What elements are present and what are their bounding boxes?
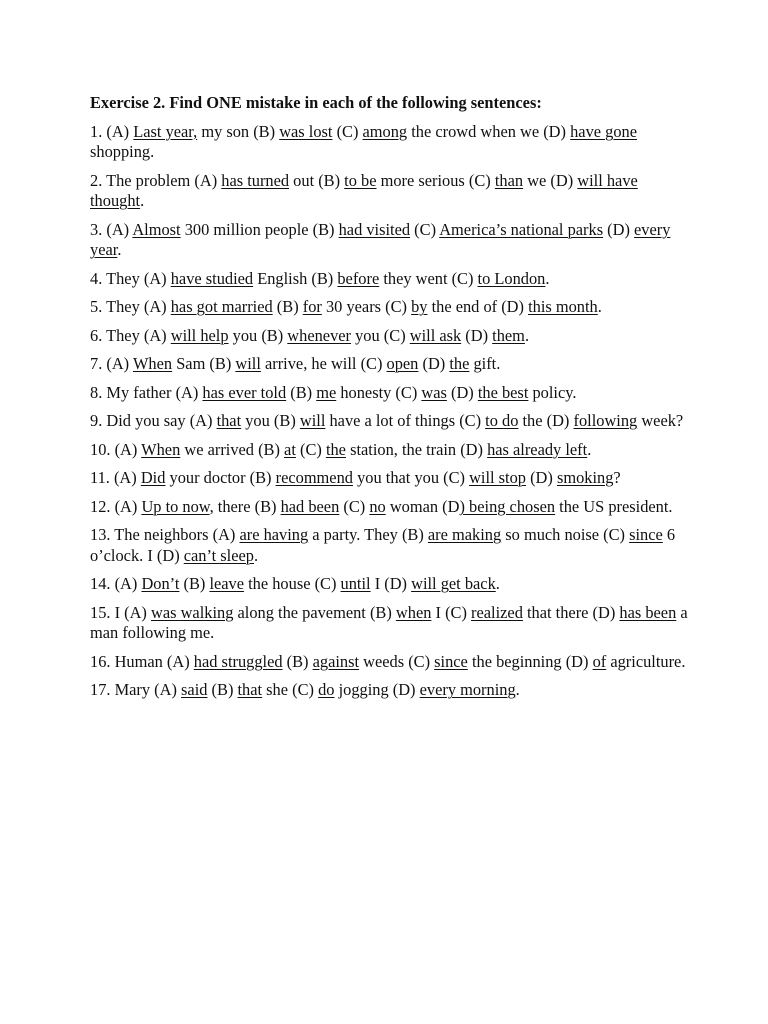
underlined-option: no — [369, 496, 386, 516]
sentence-text: the end of (D) — [427, 297, 529, 316]
underlined-option: said — [181, 680, 208, 699]
underlined-option: smoking — [556, 468, 614, 487]
underlined-option: was lost — [279, 121, 333, 141]
underlined-option: to be — [344, 170, 377, 190]
sentence-item — [90, 497, 688, 518]
sentence-text: . — [524, 325, 530, 345]
sentence-text: woman (D — [385, 496, 460, 516]
sentence-text: 10. (A) — [90, 439, 142, 459]
sentence-item — [90, 680, 688, 701]
sentence-text: 11. (A) — [90, 468, 141, 487]
underlined-option: Did — [140, 468, 166, 487]
sentence-text: (D) — [526, 468, 557, 487]
sentence-item — [90, 440, 688, 461]
sentence-text: the house (C) — [244, 574, 341, 593]
sentence-text: 8. My father (A) — [90, 382, 203, 402]
underlined-option: whenever — [287, 325, 352, 345]
underlined-option: Almost — [132, 219, 181, 239]
sentence-text: . — [545, 268, 550, 288]
sentence-text: shopping. — [90, 142, 155, 161]
sentence-text: (D) — [603, 219, 635, 239]
sentence-text: , there (B) — [209, 496, 281, 516]
underlined-option: than — [494, 170, 524, 190]
sentence-text: week? — [637, 411, 684, 430]
sentence-text: . — [117, 240, 122, 259]
sentence-text: I (D) — [370, 574, 412, 593]
sentence-text: 13. The neighbors (A) — [90, 525, 240, 544]
sentence-text: (B) — [272, 297, 303, 316]
underlined-option: Don’t — [141, 574, 180, 593]
sentence-text: (C) — [295, 439, 326, 459]
sentence-text: . — [597, 297, 602, 316]
sentence-text: (D) — [461, 325, 493, 345]
sentence-text: the crowd when we (D) — [407, 121, 571, 141]
underlined-option: will — [235, 354, 261, 373]
sentence-text: 300 million people (B) — [180, 219, 339, 239]
sentence-text: 12. (A) — [90, 496, 142, 516]
sentence-text: have a lot of things (C) — [325, 411, 486, 430]
underlined-option: them — [492, 325, 525, 345]
underlined-option: of — [592, 651, 607, 671]
sentence-text: out (B) — [289, 170, 345, 190]
sentence-text: the (D) — [518, 411, 574, 430]
underlined-option: had struggled — [193, 651, 283, 671]
sentence-item — [90, 411, 688, 432]
sentence-text: . — [587, 439, 592, 459]
sentence-text: 4. They (A) — [90, 268, 171, 288]
exercise-title: Exercise 2. Find ONE mistake in each of the following sentences: — [90, 93, 542, 112]
sentence-text: . — [254, 545, 259, 565]
sentence-text: agriculture. — [606, 651, 686, 671]
sentence-text: (C) — [410, 219, 440, 239]
sentence-text: (B) — [179, 574, 210, 593]
underlined-option: since — [629, 525, 663, 544]
sentence-item — [90, 574, 688, 595]
sentence-item — [90, 269, 688, 290]
underlined-option: will get back — [411, 574, 496, 593]
underlined-option: following — [573, 411, 638, 430]
sentence-text: (C) — [339, 496, 370, 516]
underlined-option: will help — [170, 325, 229, 345]
sentence-text: arrive, he will (C) — [260, 354, 387, 373]
underlined-option: to London — [477, 268, 546, 288]
underlined-option: ) being chosen — [459, 496, 556, 516]
underlined-option: will have thought — [90, 170, 638, 210]
sentence-text: Sam (B) — [172, 354, 236, 373]
exercise-document — [90, 93, 688, 709]
sentence-text: more serious (C) — [376, 170, 495, 190]
underlined-option: recommend — [275, 468, 353, 487]
sentence-item — [90, 220, 688, 261]
underlined-option: are having — [239, 525, 309, 544]
sentence-item — [90, 468, 688, 489]
sentence-item — [90, 171, 688, 212]
underlined-option: the — [325, 439, 346, 459]
sentence-text: (B) — [282, 651, 313, 671]
underlined-option: Up to now — [141, 496, 210, 516]
underlined-option: has got married — [170, 297, 273, 316]
underlined-option: can’t sleep — [183, 545, 254, 565]
underlined-option: When — [141, 439, 181, 459]
sentence-text: the US president. — [555, 496, 673, 516]
underlined-option: has ever told — [202, 382, 287, 402]
sentence-text: 9. Did you say (A) — [90, 411, 217, 430]
underlined-option: had visited — [338, 219, 411, 239]
sentence-item — [90, 652, 688, 673]
underlined-option: When — [132, 354, 173, 373]
sentence-text: along the pavement (B) — [233, 602, 396, 622]
underlined-option: to do — [485, 411, 519, 430]
underlined-option: had been — [280, 496, 340, 516]
sentence-text: 15. I (A) — [90, 602, 151, 622]
sentence-text: (B) — [207, 680, 238, 699]
underlined-option: has been — [619, 602, 677, 622]
sentence-text: 1. (A) — [90, 121, 134, 141]
sentence-text: a party. They (B) — [308, 525, 428, 544]
sentence-text: . — [515, 680, 520, 699]
underlined-option: realized — [471, 602, 523, 622]
sentence-text: you (B) — [228, 325, 288, 345]
sentence-text: your doctor (B) — [165, 468, 276, 487]
sentence-item — [90, 326, 688, 347]
sentence-text: . — [495, 574, 500, 593]
underlined-option: will — [299, 411, 326, 430]
sentence-text: 30 years (C) — [321, 297, 412, 316]
underlined-option: before — [337, 268, 380, 288]
sentence-text: . — [140, 191, 145, 210]
sentence-text: policy. — [528, 382, 577, 402]
sentence-item — [90, 383, 688, 404]
sentence-text: weeds (C) — [359, 651, 435, 671]
sentence-item — [90, 122, 688, 163]
sentence-text: gift. — [469, 354, 501, 373]
sentence-text: (C) — [332, 121, 363, 141]
underlined-option: that — [237, 680, 263, 699]
sentence-text: we arrived (B) — [180, 439, 285, 459]
underlined-option: was — [421, 382, 447, 402]
sentence-item — [90, 297, 688, 318]
sentence-text: 6. They (A) — [90, 325, 171, 345]
underlined-option: open — [386, 354, 419, 373]
underlined-option: me — [316, 382, 337, 402]
sentence-text: we (D) — [523, 170, 578, 190]
sentence-text: ? — [613, 468, 621, 487]
underlined-option: the best — [477, 382, 529, 402]
sentence-text: 14. (A) — [90, 574, 142, 593]
underlined-option: against — [312, 651, 360, 671]
sentence-text: so much noise (C) — [501, 525, 630, 544]
sentence-text: 6 o’clock. I (D) — [90, 525, 676, 565]
underlined-option: are making — [427, 525, 502, 544]
sentence-list — [90, 122, 688, 701]
underlined-option: every year — [90, 219, 671, 259]
sentence-text: that there (D) — [522, 602, 620, 622]
sentence-text: I (C) — [431, 602, 472, 622]
underlined-option: leave — [209, 574, 245, 593]
sentence-text: the beginning (D) — [467, 651, 593, 671]
sentence-text: honesty (C) — [336, 382, 422, 402]
underlined-option: when — [395, 602, 432, 622]
sentence-text: 2. The problem (A) — [90, 170, 222, 190]
underlined-option: will ask — [409, 325, 462, 345]
underlined-option: have gone — [570, 121, 637, 141]
sentence-text: 17. Mary (A) — [90, 680, 182, 699]
underlined-option: by — [411, 297, 428, 316]
sentence-item — [90, 603, 688, 644]
underlined-option: has already left — [487, 439, 588, 459]
underlined-option: the — [449, 354, 470, 373]
sentence-text: station, the train (D) — [345, 439, 488, 459]
sentence-text: (B) — [286, 382, 317, 402]
sentence-text: English (B) — [253, 268, 338, 288]
sentence-text: 3. (A) — [90, 219, 133, 239]
underlined-option: will stop — [469, 468, 526, 487]
sentence-text: 7. (A) — [90, 354, 133, 373]
underlined-option: until — [340, 574, 371, 593]
underlined-option: among — [362, 121, 408, 141]
sentence-text: my son (B) — [197, 121, 280, 141]
sentence-item — [90, 354, 688, 375]
underlined-option: America’s national parks — [439, 219, 604, 239]
sentence-text: you that you (C) — [352, 468, 470, 487]
sentence-text: jogging (D) — [334, 680, 420, 699]
underlined-option: have studied — [170, 268, 254, 288]
underlined-option: do — [318, 680, 335, 699]
underlined-option: every morning — [419, 680, 516, 699]
sentence-text: 5. They (A) — [90, 297, 171, 316]
sentence-text: a man following me. — [90, 602, 688, 642]
underlined-option: since — [434, 651, 468, 671]
underlined-option: was walking — [151, 602, 234, 622]
sentence-item — [90, 525, 688, 566]
sentence-text: (D) — [418, 354, 450, 373]
underlined-option: this month — [528, 297, 598, 316]
underlined-option: Last year, — [133, 121, 198, 141]
sentence-text: (D) — [446, 382, 478, 402]
sentence-text: you (C) — [351, 325, 410, 345]
sentence-text: 16. Human (A) — [90, 651, 194, 671]
underlined-option: has turned — [221, 170, 290, 190]
sentence-text: she (C) — [262, 680, 319, 699]
sentence-text: they went (C) — [379, 268, 478, 288]
underlined-option: at — [284, 439, 296, 459]
underlined-option: for — [302, 297, 322, 316]
sentence-text: you (B) — [241, 411, 300, 430]
underlined-option: that — [216, 411, 242, 430]
